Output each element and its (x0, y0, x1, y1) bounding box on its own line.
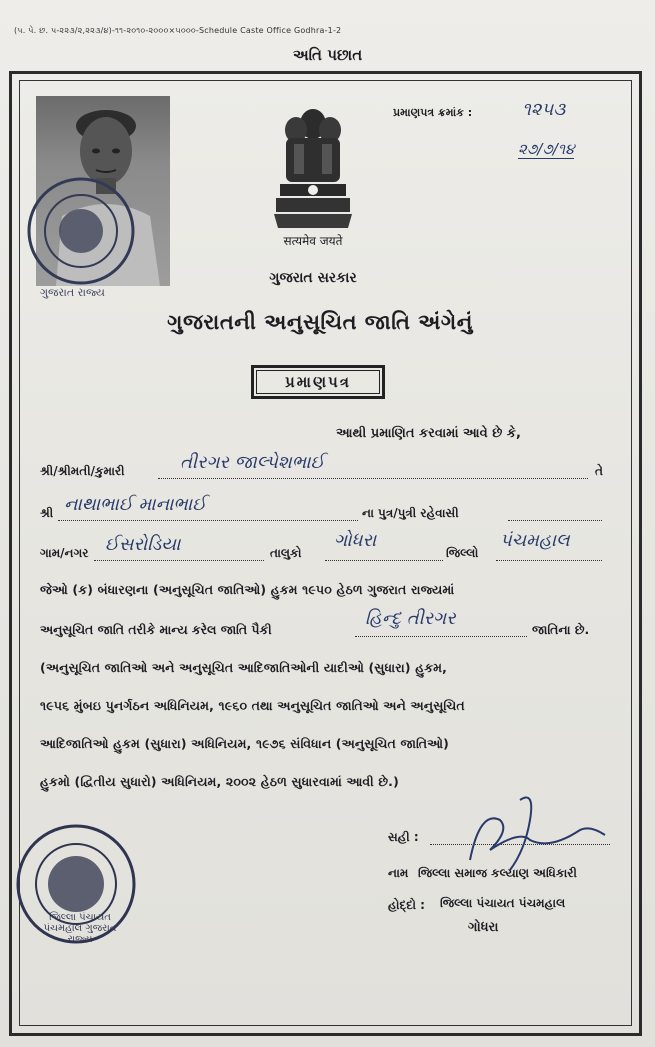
intro-text: આથી પ્રમાણિત કરવામાં આવે છે કે, (336, 426, 521, 441)
taluka-dotted-line (325, 560, 443, 561)
father-suffix: ના પુત્ર/પુત્રી રહેવાસી (362, 506, 459, 520)
top-category-label: અતિ પછાત (292, 46, 363, 64)
certificate-number-label: પ્રમાણપત્ર ક્રમાંક : (393, 106, 473, 119)
photo-seal-icon (26, 176, 136, 286)
designation-value: જિલ્લા પંચાયત પંચમહાલ (440, 896, 566, 910)
name-title-label: નામ (388, 866, 409, 880)
boxed-title (251, 365, 385, 399)
name-value: તીરગર જાલ્પેશભાઈ (180, 452, 325, 473)
village-value: ઈસરોડિયા (105, 534, 181, 555)
body-line-5: આદિજાતિઓ હુકમ (સુધારા) અધિનિયમ, ૧૯૭૬ સંવિધાન (અનુસૂચિત જાતિઓ) (40, 736, 449, 751)
name-label: શ્રી/શ્રીમતી/કુમારી (40, 464, 125, 478)
father-dotted-line (58, 520, 358, 521)
body-line-2-post: જાતિના છે. (532, 622, 590, 637)
photo-seal-text: ગુજરાત રાજ્ય (40, 286, 105, 299)
certificate-number-value: ૧૨૫૩ (522, 99, 566, 120)
sign-label: સહી : (388, 830, 419, 844)
boxed-title-text: પ્રમાણપત્ર (284, 373, 352, 391)
district-value: પંચમહાલ (500, 530, 570, 551)
government-name: ગુજરાત સરકાર (269, 270, 357, 286)
officer-title: જિલ્લા સમાજ કલ્યાણ અધિકારી (418, 866, 577, 880)
office-place: ગોધરા (468, 920, 499, 935)
caste-dotted-line (355, 636, 527, 637)
office-seal-text: જિલ્લા પંચાયત પંચમહાલ ગુજરાત રાજ્ય (43, 912, 117, 945)
body-line-6: હુકમો (દ્વિતીય સુધારો) અધિનિયમ, ૨૦૦૨ હેઠળ સુધારવામાં આવી છે.) (40, 774, 399, 789)
taluka-label: તાલુકો (270, 546, 302, 560)
district-dotted-line (496, 560, 602, 561)
taluka-value: ગોધરા (334, 530, 377, 551)
father-suffix-dotted-line (508, 520, 602, 521)
emblem-motto: सत्यमेव जयते (283, 234, 343, 248)
name-suffix: તે (595, 464, 603, 478)
body-line-3: (અનુસૂચિત જાતિઓ અને અનુસૂચિત આદિજાતિઓની યાદીઓ (સુધારા) હુકમ, (40, 660, 448, 675)
name-dotted-line (158, 478, 588, 479)
national-emblem-icon (268, 104, 358, 230)
caste-value: હિન્દુ તીરગર (365, 608, 456, 629)
certificate-number-date: ૨૭/૭/૧૪ (518, 140, 575, 158)
body-line-4: ૧૯૫૬ મુંબઇ પુનર્ગઠન અધિનિયમ, ૧૯૬૦ તથા અનુસૂચિત જાતિઓ અને અનુસૂચિત (40, 698, 465, 713)
designation-label: હોદ્દો : (388, 898, 425, 912)
village-label: ગામ/નગર (40, 546, 89, 560)
body-line-1: જેઓ (ક) બંધારણના (અનુસૂચિત જાતિઓ) હુકમ ૧૯૫૦ હેઠળ ગુજરાત રાજ્યમાં (40, 582, 455, 597)
father-label: શ્રી (40, 506, 54, 520)
village-dotted-line (94, 560, 264, 561)
print-header-line: (પ. પે. છ. પ-૨૨૩/૨,૨૨૩/૪)-૧૧-૨૦૧૦-૨૦૦૦×૫૦૦૦-Schedule Caste Office Godhra-1-2 (14, 26, 342, 35)
body-line-2-pre: અનુસૂચિત જાતિ તરીકે માન્ય કરેલ જાતિ પૈકી (40, 622, 272, 637)
district-label: જિલ્લો (446, 546, 479, 560)
certificate-title: ગુજરાતની અનુસૂચિત જાતિ અંગેનું (167, 310, 473, 334)
father-value: નાથાભાઈ માનાભાઈ (64, 494, 207, 515)
